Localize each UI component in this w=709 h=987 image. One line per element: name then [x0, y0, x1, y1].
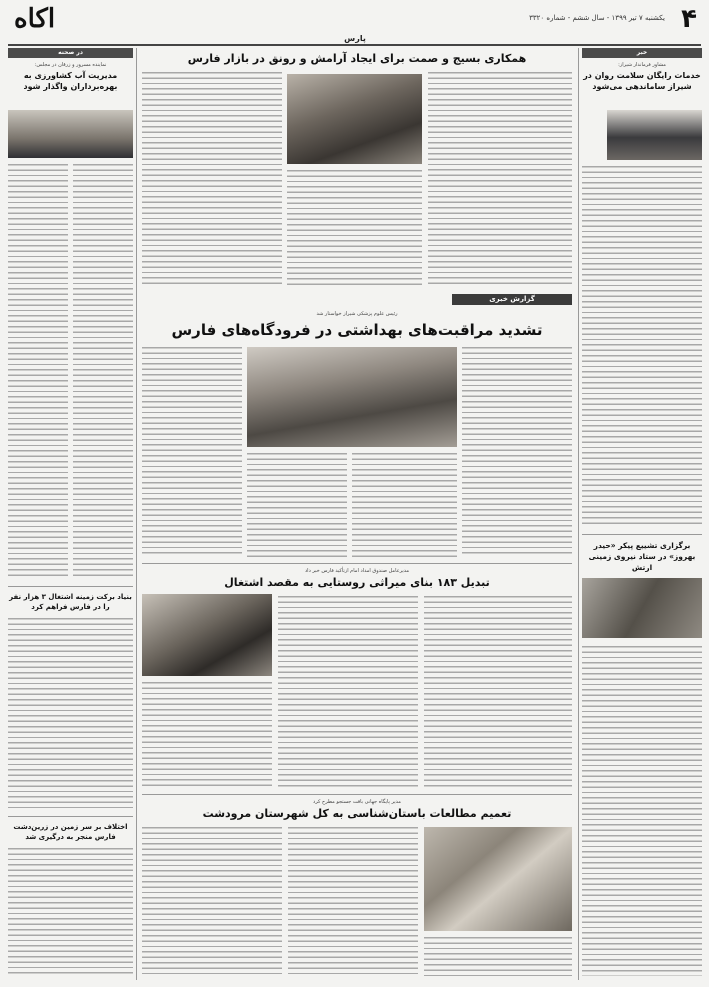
section-name: پارس — [344, 34, 366, 43]
archaeology-story — [142, 797, 572, 980]
left-story2-headline: بنیاد برکت زمینه اشتغال ۳ هزار نفر را در فارس فراهم کرد — [9, 593, 132, 611]
mp-portrait — [8, 110, 133, 158]
left-divider — [8, 586, 133, 587]
left-story3-text — [8, 848, 133, 976]
main-story-text-1 — [142, 347, 242, 557]
right-divider — [582, 534, 702, 535]
archaeology-text-1 — [142, 827, 282, 977]
right-body-text — [582, 166, 702, 526]
right-story2-text — [582, 646, 702, 976]
top-story-text-3 — [428, 72, 572, 286]
funeral-photo — [582, 578, 702, 638]
employment-text-1 — [142, 682, 272, 788]
left-headline: مدیریت آب کشاورزی به بهره‌برداران واگذار شود — [23, 71, 118, 91]
right-column-label: خبر — [582, 48, 702, 58]
meeting-photo — [287, 74, 422, 164]
employment-text-3 — [424, 596, 572, 788]
left-kicker: نماینده مسرور و زرقان در مجلس: — [34, 62, 107, 68]
employment-text-2 — [278, 596, 418, 788]
right-column — [582, 48, 702, 980]
employment-headline: تبدیل ۱۸۳ بنای میراثی روستایی به مقصد اشتغال — [224, 576, 490, 589]
left-divider-2 — [8, 816, 133, 817]
date-line: یکشنبه ۷ تیر ۱۳۹۹ - سال ششم - شماره ۳۳۲۰ — [529, 14, 665, 22]
top-story-headline: همکاری بسیج و صمت برای ایجاد آرامش و رونق در بازار فارس — [187, 52, 527, 65]
masthead — [0, 0, 709, 44]
right-column-rule — [578, 48, 579, 980]
employment-rule — [142, 794, 572, 795]
left-body-text-2 — [73, 164, 133, 579]
main-story-rule — [142, 563, 572, 564]
advisor-portrait — [607, 110, 702, 160]
employment-photo — [142, 594, 272, 676]
excavation-photo — [424, 827, 572, 931]
archaeology-headline: تعمیم مطالعات باستان‌شناسی به کل شهرستان مرودشت — [202, 807, 512, 820]
report-label: گزارش خبری — [452, 294, 572, 305]
main-story-kicker: رئیس علوم پزشکی شیراز خواستار شد — [316, 311, 398, 317]
archaeology-text-2 — [288, 827, 418, 977]
main-story-text-4 — [462, 347, 572, 557]
page-number: ۴ — [681, 4, 697, 34]
right-headline: خدمات رایگان سلامت روان در شیراز ساماندهی می‌شود — [583, 71, 701, 91]
main-story-text-2 — [247, 453, 347, 557]
main-story-headline: تشدید مراقبت‌های بهداشتی در فرودگاه‌های فارس — [171, 321, 543, 339]
employment-story — [142, 566, 572, 792]
masthead-rule — [8, 44, 701, 46]
left-story2-text — [8, 618, 133, 808]
newspaper-logo: اكاه — [14, 4, 56, 34]
right-story2-headline: برگزاری تشییع پیکر «حیدر بهروز» در ستاد نیروی زمینی ارتش — [588, 541, 696, 572]
employment-kicker: مدیرعامل صندوق امداد امام ازتأکید فارس خبر داد — [304, 568, 410, 574]
left-story3-headline: اختلاف بر سر زمین در زرین‌دشت فارس منجر به درگیری شد — [13, 823, 128, 841]
right-kicker: مشاور فرماندار شیراز: — [618, 62, 666, 68]
archaeology-kicker: مدیر پایگاه جهانی بافت جستجو مطرح کرد — [313, 799, 401, 805]
top-story-text-1 — [142, 72, 282, 286]
main-story — [142, 307, 572, 562]
top-story — [142, 48, 572, 298]
left-body-text — [8, 164, 68, 579]
archaeology-text-3 — [424, 937, 572, 977]
conference-photo — [247, 347, 457, 447]
top-story-text-2 — [287, 170, 422, 286]
left-column — [8, 48, 133, 980]
left-column-label: در صحنه — [8, 48, 133, 58]
left-column-rule — [136, 48, 137, 980]
main-story-text-3 — [352, 453, 457, 557]
